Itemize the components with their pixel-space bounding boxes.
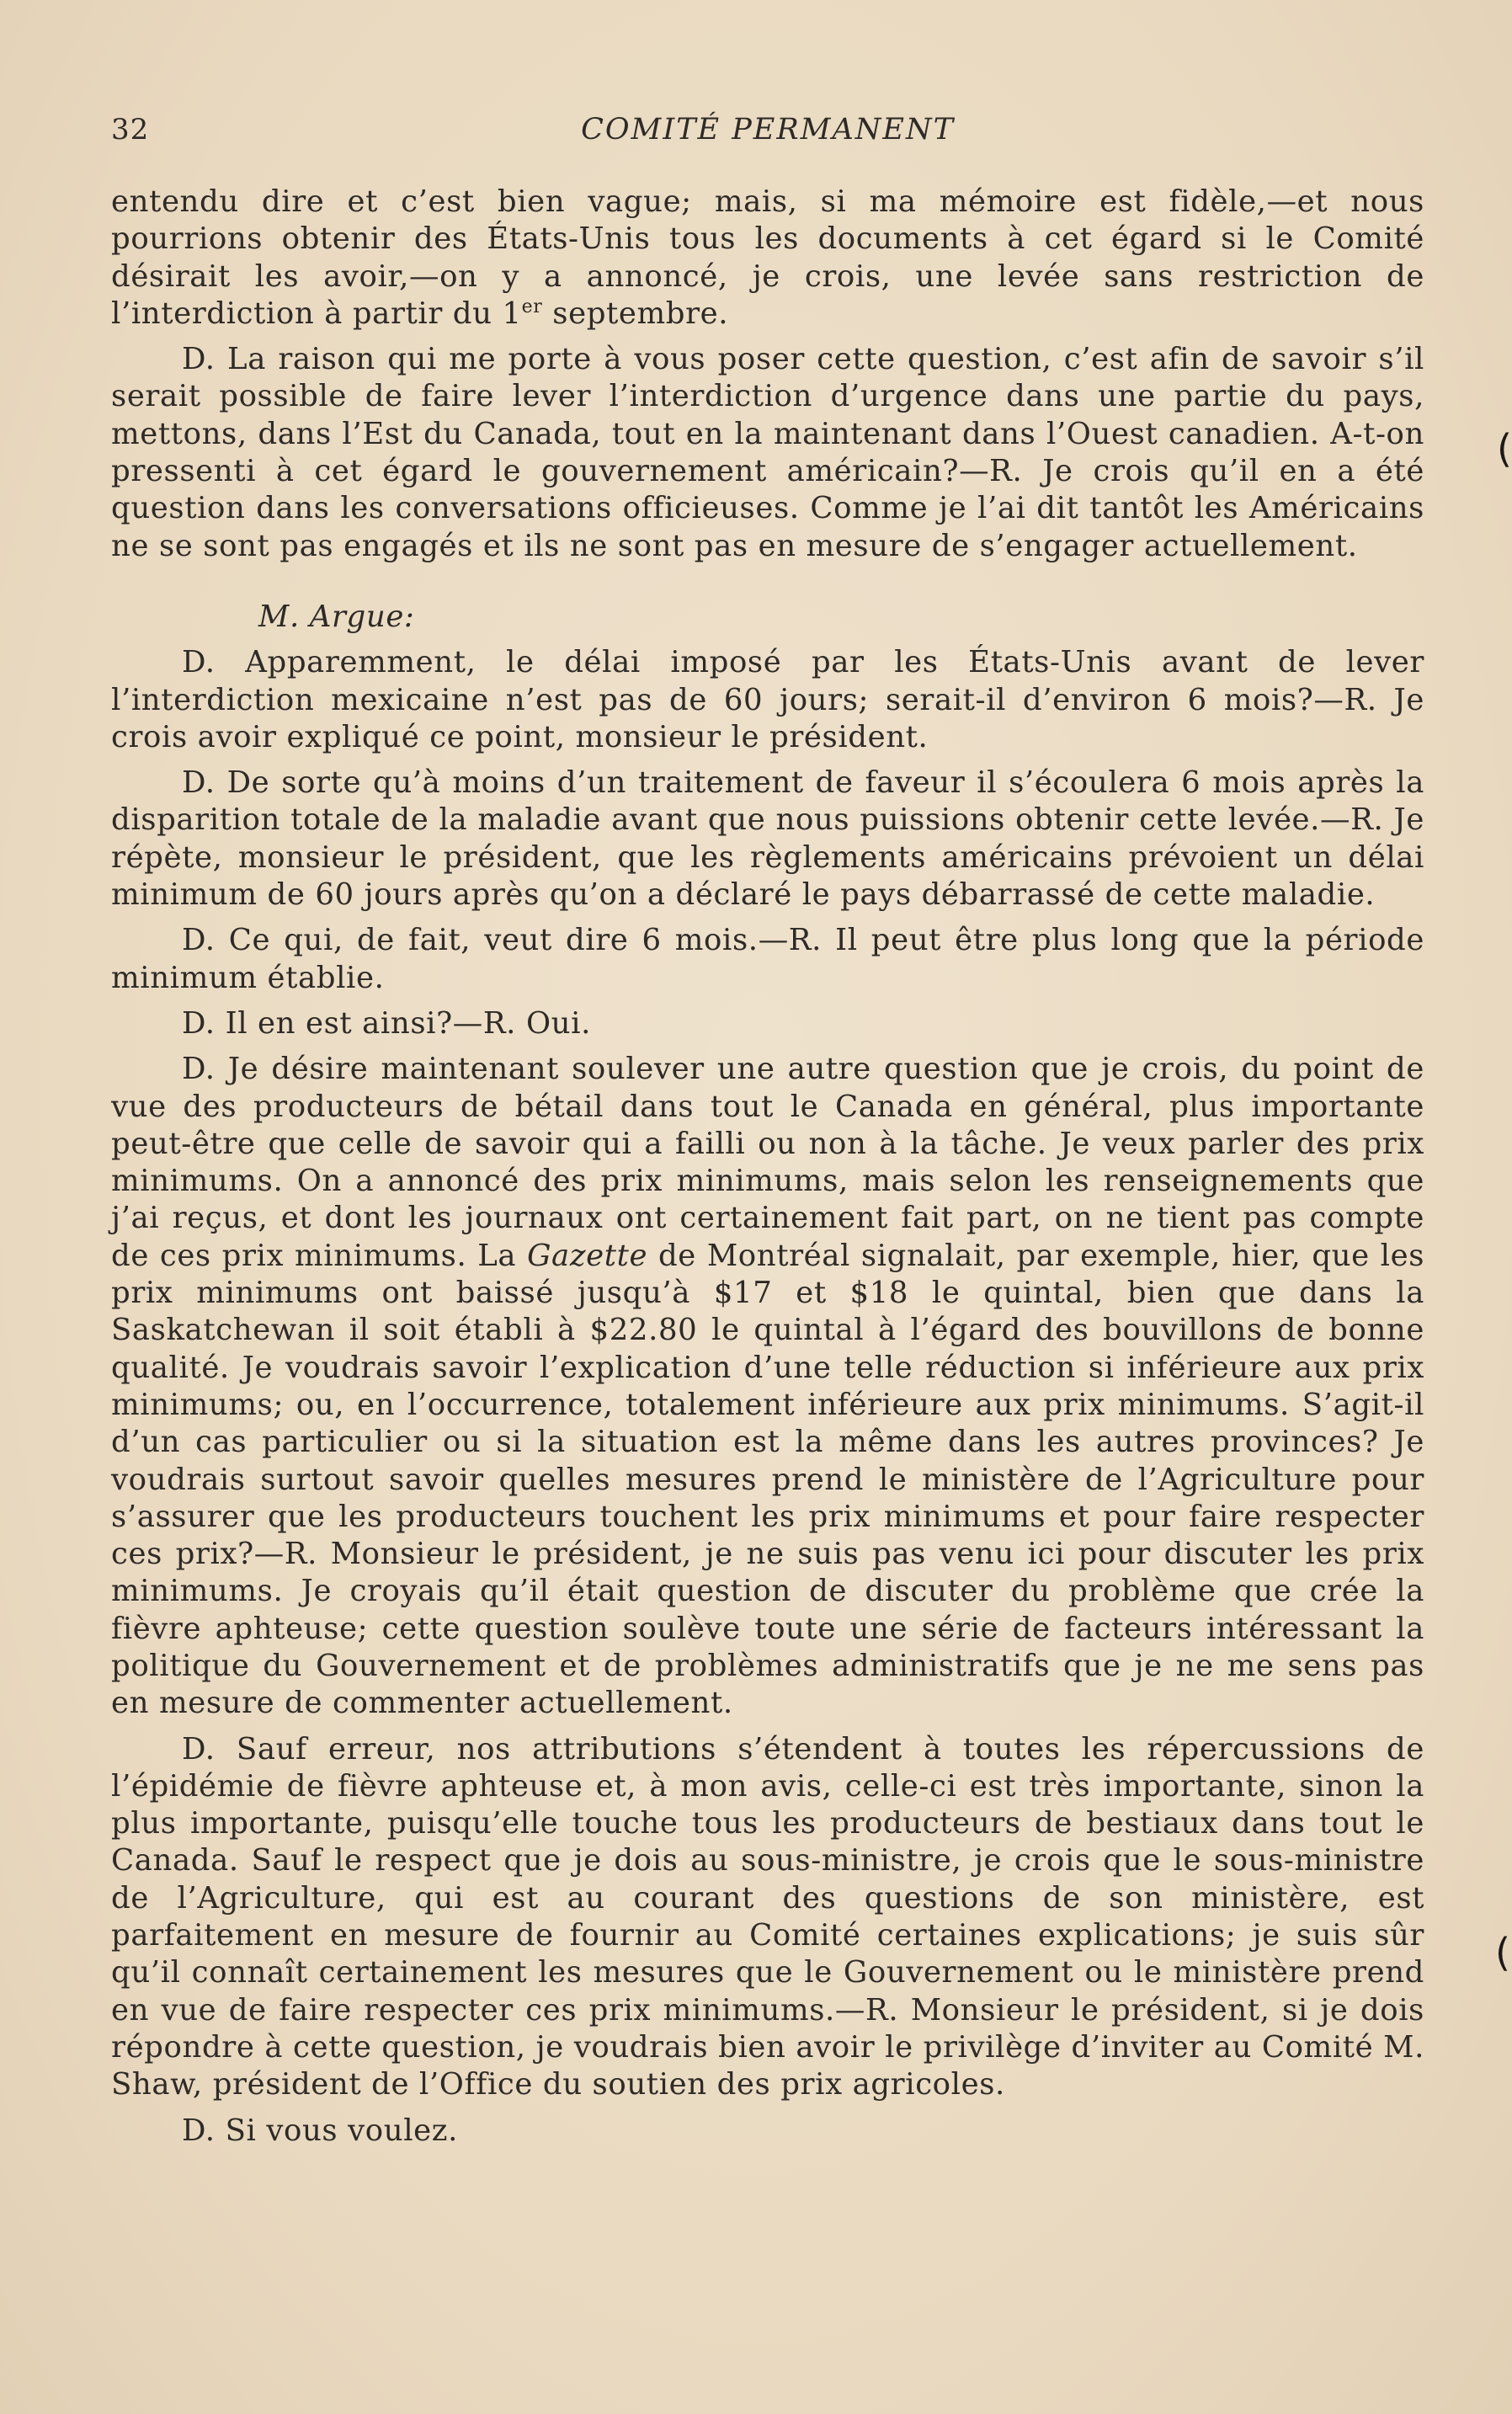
paragraph-tail: septembre. xyxy=(542,296,729,331)
paragraph-question: D. La raison qui me porte à vous poser cette question, c’est afin de savoir s’il serait possible de faire lever l’interdiction d’urgence dans une partie du pays, mettons, dans l’Est du Canada, tout en la maintenant dans l’Ouest canadien. A-t-on pressenti à cet égard le gouvernement américain?—R. Je crois qu’il en a été question dans les conversations officieuses. Comme je l’ai dit tantôt les Américains ne se sont pas engagés et ils ne sont pas en mesure de s’engager actuellement. xyxy=(111,342,1424,563)
margin-mark: ( xyxy=(1497,426,1512,472)
paragraph-text: entendu dire et c’est bien vague; mais, si ma mémoire est fidèle,—et nous pourrions obtenir des États-Unis tous les documents à cet égard si le Comité désirait les avoir,—on y a annoncé, je crois, une levée sans restriction de l’interdiction à partir du 1 xyxy=(111,184,1424,331)
paragraph-question xyxy=(111,1051,1424,1722)
paragraph-continuation xyxy=(111,184,1424,333)
superscript: er xyxy=(521,296,543,318)
paragraph-question: D. Sauf erreur, nos attributions s’étendent à toutes les répercussions de l’épidémie de fièvre aphteuse et, à mon avis, celle-ci est très importante, sinon la plus importante, puisqu’elle touche tous les producteurs de bestiaux dans tout le Canada. Sauf le respect que je dois au sous-ministre, je crois que le sous-ministre de l’Agriculture, qui est au courant des questions de son ministère, est parfaitement en mesure de fournir au Comité certaines explications; je suis sûr qu’il connaît certainement les mesures que le Gouvernement ou le ministère prend en vue de faire respecter ces prix minimums.—R. Monsieur le président, si je dois répondre à cette question, je voudrais bien avoir le privilège d’inviter au Comité M. Shaw, président de l’Office du soutien des prix agricoles. xyxy=(111,1731,1424,2102)
page-header xyxy=(111,113,1424,155)
paragraph-question: D. Apparemment, le délai imposé par les États-Unis avant de lever l’interdiction mexicaine n’est pas de 60 jours; serait-il d’environ 6 mois?—R. Je crois avoir expliqué ce point, monsieur le président. xyxy=(111,645,1424,754)
paragraph-question: D. Ce qui, de fait, veut dire 6 mois.—R. Il peut être plus long que la période minimum établie. xyxy=(111,923,1424,995)
paragraph-question: D. De sorte qu’à moins d’un traitement de faveur il s’écoulera 6 mois après la disparition totale de la maladie avant que nous puissions obtenir cette levée.—R. Je répète, monsieur le président, que les règlements américains prévoient un délai minimum de 60 jours après qu’on a déclaré le pays débarrassé de cette maladie. xyxy=(111,765,1424,913)
margin-mark: ( xyxy=(1495,1930,1510,1975)
newspaper-title: Gazette xyxy=(527,1238,648,1273)
speaker-name: M. Argue: xyxy=(258,599,415,634)
paragraph-text: D. Je désire maintenant soulever une autre question que je crois, du point de vue des producteurs de bétail dans tout le Canada en général, plus importante peut-être que celle de savoir qui a failli ou non à la tâche. Je veux parler des prix minimums. On a annoncé des prix minimums, mais selon les renseignements que j’ai reçus, et dont les journaux ont certainement fait part, on ne tient pas compte de ces prix minimums. La xyxy=(111,1052,1424,1273)
paragraph-question: D. Si vous voulez. xyxy=(182,2113,458,2148)
paragraph-question: D. Il en est ainsi?—R. Oui. xyxy=(182,1005,591,1041)
running-title: COMITÉ PERMANENT xyxy=(581,113,955,147)
paragraph-text: de Montréal signalait, par exemple, hier, que les prix minimums ont baissé jusqu’à $17 et $18 le quintal, bien que dans la Saskatchewan il soit établi à $22.80 le quintal à l’égard des bouvillons de bonne qualité. Je voudrais savoir l’explication d’une telle réduction si inférieure aux prix minimums; ou, en l’occurrence, totalement inférieure aux prix minimums. S’agit-il d’un cas particulier ou si la situation est la même dans les autres provinces? Je voudrais surtout savoir quelles mesures prend le ministère de l’Agriculture pour s’assurer que les producteurs touchent les prix minimums et pour faire respecter ces prix?—R. Monsieur le président, je ne suis pas venu ici pour discuter les prix minimums. Je croyais qu’il était question de discuter du problème que crée la fièvre aphteuse; cette question soulève toute une série de facteurs intéressant la politique du Gouvernement et de problèmes administratifs que je ne me sens pas en mesure de commenter actuellement. xyxy=(111,1238,1425,1721)
page-number: 32 xyxy=(111,113,150,147)
page-body xyxy=(111,184,1424,2158)
